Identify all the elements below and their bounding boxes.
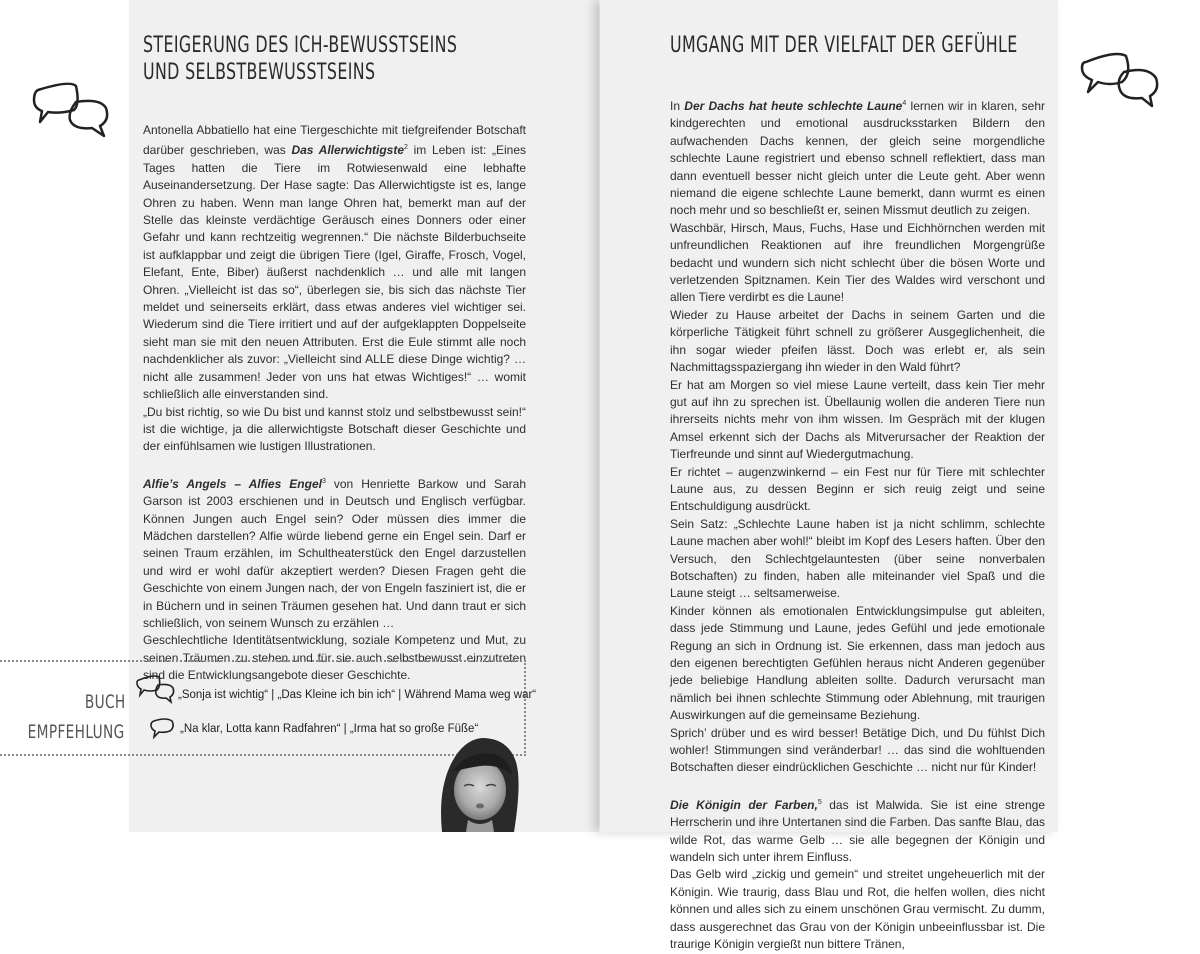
paragraph-dachs-5: Er richtet – augenzwinkernd – ein Fest nur für Tiere mit schlechter Laune aus, zu dessen Beginn er sich reuig zeigt und seine Entschuldigung ausdrückt. xyxy=(670,464,1045,514)
girl-illustration xyxy=(428,732,524,832)
paragraph-dachs-3: Wieder zu Hause arbeitet der Dachs in seinem Garten und die körperliche Tätigkeit führt schnell zu größerer Ausgeglichenheit, die ihn sogar wieder pfeifen lässt. Doch was erlebt er, als sein Nachmittagsspaziergang ihn wieder in den Wald führt? xyxy=(670,307,1045,375)
book-title: Das Allerwichtigste xyxy=(291,143,405,158)
paragraph-koenigin xyxy=(670,794,1045,867)
paragraph-dachs-4: Er hat am Morgen so viel miese Laune verteilt, dass kein Tier mehr gut auf ihn zu sprechen ist. Übellaunig wollen die anderen Tiere nun ihrerseits nichts mehr von ihm wissen. Im Gespräch mit der klugen Amsel erkennt sich der Dachs als Mitverursacher der Reaktion der Tierfreunde und sinnt auf Wiedergutmachung. xyxy=(670,377,1045,462)
paragraph-alfie-closing: Geschlechtliche Identitätsentwicklung, soziale Kompetenz und Mut, zu seinen Träumen zu stehen und für sie auch selbstbewusst einzutreten sind die Entwicklungsangebote dieser Geschichte. xyxy=(143,633,526,683)
text-run: von Henriette Barkow und Sarah Garson ist 2003 erschienen und in Deutsch und Englisch verfügbar. Können Jungen auch Engel sein? Oder müssen dies immer die Mädchen darstellen? Alfie würde liebend gerne ein Engel sein. Darf er seinen Traum erzählen, im Schultheaterstück den Engel darzustellen und wird er wohl dafür akzeptiert werden? Diesen Fragen geht die Geschichte von einem Jungen nach, der von Engeln fasziniert ist, die er in Büchern und in seinen Träumen gesehen hat. Und dann traut er sich schließlich, von seinem Wunsch zu erzählen … xyxy=(143,476,526,630)
paragraph-gap xyxy=(670,777,1045,794)
speech-bubbles-icon xyxy=(1080,48,1162,110)
text-run: In xyxy=(670,99,685,113)
speech-bubble-icon xyxy=(150,717,176,739)
paragraph-abbatiello xyxy=(143,122,526,404)
footnote-mark: 2 xyxy=(404,144,408,152)
left-page-heading xyxy=(143,32,457,86)
text-run: das ist Malwida. Sie ist eine strenge Herrscherin und ihre Untertanen sind die Farben. Das sanfte Blau, das wilde Rot, das warme Gelb … sie alle begegnen der Königin und wandeln sich unter ihrem Einfluss. xyxy=(670,797,1045,865)
text-run: Antonella Abbatiello hat eine Tiergeschichte mit tiefgreifender Botschaft darüber geschrieben, was xyxy=(143,123,526,158)
book-title: Die Königin der Farben, xyxy=(670,797,818,812)
paragraph-dachs-8: Sprich’ drüber und es wird besser! Betätige Dich, und Du fühlst Dich wohler! Stimmungen sind veränderbar! … das sind die wohltuenden Botschaften dieser eindrücklichen Geschichte … nicht nur für Kinder! xyxy=(670,725,1045,775)
right-page-heading: UMGANG MIT DER VIELFALT DER GEFÜHLE xyxy=(670,33,1018,58)
book-title: Der Dachs hat heute schlechte Laune xyxy=(684,99,903,113)
recommendation-label-line2: EMPFEHLUNG xyxy=(28,721,125,743)
paragraph-dachs-2: Waschbär, Hirsch, Maus, Fuchs, Hase und Eichhörnchen werden mit unfreundlichen Reaktionen auf ihre freundlichen Morgengrüße bedacht und wundern sich nicht schlecht über die bösen Worte und verletzenden Spitznamen. Kein Tier des Waldes wird verschont und allen Tiere verdirbt es die Laune! xyxy=(670,220,1045,305)
recommendation-books-line2: „Na klar, Lotta kann Radfahren“ | „Irma hat so große Füße“ xyxy=(180,723,479,735)
recommendation-books-line1: „Sonja ist wichtig“ | „Das Kleine ich bin ich“ | Während Mama weg war“ xyxy=(178,689,537,701)
book-title: Alfie’s Angels – Alfies Engel xyxy=(143,476,322,491)
text-run: im Leben ist: „Eines Tages hatten die Tiere im Rotwiesenwald eine lebhafte Auseinandersetzung. Der Hase sagte: Das Allerwichtigste ist es, lange Ohren zu haben. Wenn man lange Ohren hat, bemerkt man auf der Stelle das kleinste verdächtige Geräusch eines Donners oder einer Gefahr und kann rechtzeitig wegrennen.“ Die nächste Bilderbuchseite ist aufklappbar und zeigt die übrigen Tiere (Igel, Giraffe, Frosch, Vogel, Elefant, Ente, Biber) äußerst nachdenklich … und alle mit langen Ohren. „Vielleicht ist das so“, überlegen sie, bis sich das nächste Tier meldet und seinerseits erklärt, dass etwas anderes viel wichtiger sei. Wiederum sind die Tiere irritiert und auf der aufgeklappten Doppelseite sieht man sie mit den neuen Attributen. Erst die Eule stimmt alle noch nachdenklicher als zuvor: „Vielleicht sind ALLE diese Dinge wichtig? … nicht alle zusammen! Jeder von uns hat etwas Wichtiges!“ … womit schließlich alle einverstanden sind. xyxy=(143,143,526,402)
left-heading-line1: STEIGERUNG DES ICH-BEWUSSTSEINS xyxy=(143,33,458,58)
footnote-mark: 4 xyxy=(902,100,907,107)
left-heading-line2: UND SELBSTBEWUSSTSEINS xyxy=(143,60,376,85)
paragraph-dachs-7: Kinder können als emotionalen Entwicklungsimpulse gut ableiten, dass jede Stimmung und Laune, jedes Gefühl und jede emotionale Regung an sich in Ordnung ist. Sie erkennen, dass man jedoch aus den eigenen berechtigten Gefühlen heraus nicht Anderen gegenüber jede beliebige Handlung ableiten sollte. Dadurch verursacht man nämlich bei ihnen schlechte Stimmung oder Ablehnung, mit traurigen Auswirkungen auf die gemeinsame Beziehung. xyxy=(670,603,1045,723)
right-page xyxy=(600,0,1058,952)
footnote-mark: 5 xyxy=(817,798,822,806)
recommendation-label-line1: BUCH xyxy=(84,691,125,713)
paragraph-dachs-intro xyxy=(670,95,1045,220)
paragraph-gap xyxy=(143,456,526,473)
speech-bubbles-icon xyxy=(136,674,176,704)
text-run: lernen wir in klaren, sehr kindgerechten und emotional ausdrucksstarken Bildern den aufwachenden Dachs kennen, der gleich seine morgendliche schlechte Laune registriert und ebenso schnell reflektiert, dass man dann eventuell besser nicht gleich unter die Leute geht. Aber wenn niemand die eigene schlechte Laune bemerkt, dann wurmt es einen noch mehr und so beschließt er, seinen Missmut deutlich zu zeigen. xyxy=(670,99,1045,218)
speech-bubbles-icon xyxy=(30,80,112,140)
footnote-mark: 3 xyxy=(321,477,326,485)
left-page-body xyxy=(143,122,526,685)
right-page-body xyxy=(670,95,1045,954)
paragraph-dachs-6: Sein Satz: „Schlechte Laune haben ist ja nicht schlimm, schlechte Laune machen aber wohl!“ bleibt im Kopf des Lesers haften. Über den Versuch, den Schlechtgelauntesten (über seine nonverbalen Botschaften) zu finden, haben alle miteinander viel Spaß und die Laune steigt … seltsamerweise. xyxy=(670,516,1045,601)
paragraph-koenigin-2: Das Gelb wird „zickig und gemein“ und streitet ungeheuerlich mit der Königin. Wie traurig, dass Blau und Rot, die helfen wollen, dies nicht können und alles sich zu einem unschönen Grau vermischt. Zu dumm, dass ausgerechnet das Grau von der Königin unbeeinflussbar ist. Die traurige Königin vergießt nun bittere Tränen, xyxy=(670,867,1045,952)
paragraph-alfie xyxy=(143,473,526,633)
paragraph-message: „Du bist richtig, so wie Du bist und kannst stolz und selbstbewusst sein!“ ist die wichtige, ja die allerwichtigste Botschaft dieser Geschichte und der einfühlsamen wie lustigen Illustrationen. xyxy=(143,404,526,454)
